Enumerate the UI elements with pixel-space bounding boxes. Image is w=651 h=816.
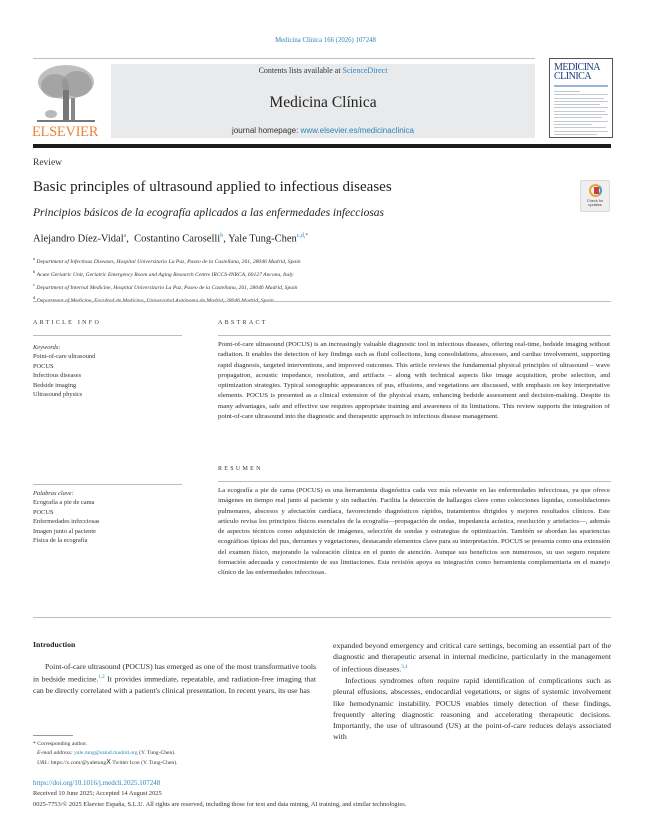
check-updates-label: Check for updates <box>586 199 604 208</box>
affiliation-marker: c <box>33 282 35 288</box>
body-column-right <box>333 640 611 742</box>
author-name[interactable]: Alejandro Díez-Vidal <box>33 233 124 245</box>
cover-contents-lines <box>554 91 608 137</box>
introduction-paragraph: Infectious syndromes often require rapid identification of complications such as pleural effusions, abscesses, endocardial vegetations, or signs of systemic involvement like hemodynamic instability. POCUS enables timely detection of these findings, frequently altering diagnostic reasoning and accelerating therapeutic decisions. Importantly, the use of ultrasound (US) at the point-of-care reduces delays associated with <box>333 676 611 742</box>
article-type: Review <box>33 158 63 168</box>
section-divider <box>33 617 611 618</box>
affiliation-item <box>33 254 301 267</box>
affiliation-item <box>33 293 301 306</box>
url-text[interactable]: https://x.com/@yaletung <box>49 760 107 767</box>
author-name[interactable]: Yale Tung-Chen <box>228 233 297 245</box>
keywords-list <box>33 343 95 399</box>
journal-reference[interactable]: Medicina Clínica 166 (2026) 107248 <box>275 37 376 44</box>
body-column-left <box>33 640 316 696</box>
paragraph-text: It provides immediate, repeatable, and radiation-free imaging that can be directly correlated with a patient's clinical presentation. In recent years, its use has <box>33 674 316 695</box>
affiliation-item <box>33 267 301 280</box>
palabras-clave-heading: Palabras clave: <box>33 490 74 497</box>
doi-link[interactable]: https://doi.org/10.1016/j.medcli.2025.107248 <box>33 779 161 787</box>
introduction-paragraph-continued <box>333 640 611 675</box>
footnote-rule <box>33 735 73 736</box>
keyword-item: Bedside imaging <box>33 381 77 389</box>
cover-title-line2: CLINICA <box>554 71 592 82</box>
resumen-text: La ecografía a pie de cama (POCUS) es una herramienta diagnóstica cada vez más relevante en las enfermedades infecciosas, ya que ofrece imágenes en tiempo real junto al paciente y sin radiación. Facilita la detección de hallazgos clave como colecciones líquidas, consolidaciones pulmonares, abscesos y afectación cardíaca, favoreciendo diagnósticos rápidos, tratamientos dirigidos y mejores resultados clínicos. Este artículo revisa los principios físicos esenciales de la ecografía—propagación de ondas, impedancia acústica, resolución y artefactos—, además de aspectos técnicos como adquisición de imágenes, selección de sondas y estrategias de optimización. También se abordan las apariencias ecográficas típicas del pus, derrames y vegetaciones, destacando elementos clave para su interpretación. POCUS se presenta como una extensión del examen físico, mejorando la valoración clínica en el punto de atención. Aunque sus beneficios son numerosos, su uso seguro requiere formación adecuada y conocimiento de sus limitaciones. Esta revisión apoya su integración como herramienta complementaria en el manejo clínico de las enfermedades infecciosas. <box>218 487 610 577</box>
affiliation-marker: b <box>33 269 36 275</box>
affiliation-marker: d <box>33 295 36 301</box>
cover-band <box>554 85 608 87</box>
keywords-heading: Keywords: <box>33 344 61 351</box>
received-dates: Received 10 June 2025; Accepted 14 August 2025 <box>33 790 162 797</box>
citation-link[interactable]: 1,2 <box>98 675 105 681</box>
homepage-link[interactable]: www.elsevier.es/medicinaclinica <box>300 126 414 135</box>
affiliation-text: Acute Geriatric Unit, Geriatric Emergency Room and Aging Research Centre IRCCS-INRCA, 60127 Ancona, Italy <box>36 271 294 278</box>
paragraph-text: expanded beyond emergency and critical care settings, becoming an essential part of the diagnostic and therapeutic arsenal in internal medicine, particularly in the management of infectious diseases. <box>333 641 611 674</box>
journal-homepage <box>111 126 535 135</box>
author-affiliation-marker[interactable]: a <box>123 233 127 239</box>
author-affiliation-marker[interactable]: c,d,* <box>296 233 309 239</box>
palabras-rule <box>33 484 182 485</box>
journal-cover-thumbnail[interactable] <box>549 58 613 138</box>
email-note <box>33 749 178 758</box>
keyword-item: Imagen junto al paciente <box>33 527 96 535</box>
check-for-updates-button[interactable] <box>580 180 610 212</box>
article-title-english: Basic principles of ultrasound applied to infectious diseases <box>33 179 392 195</box>
section-divider <box>33 301 611 302</box>
keyword-item: Física de la ecografía <box>33 537 88 545</box>
article-info-rule <box>33 335 182 336</box>
elsevier-wordmark[interactable]: ELSEVIER <box>32 124 99 140</box>
keyword-item: Infectious diseases <box>33 372 82 380</box>
affiliation-marker: a <box>33 256 35 261</box>
copyright-notice: 0025-7753/© 2025 Elsevier España, S.L.U. All rights are reserved, including those for text and data mining, AI training, and similar technologies. <box>33 801 407 808</box>
abstract-text: Point-of-care ultrasound (POCUS) is an increasingly valuable diagnostic tool in infectious diseases, offering real-time, bedside imaging without radiation. It enables the detection of key findings such as fluid collections, lung consolidations, abscesses, and cardiac involvement, supporting rapid diagnosis, targeted interventions, and improved outcomes. This article reviews the fundamental physical principles of ultrasound – wave propagation, acoustic impedance, resolution, and artifacts – along with technical aspects like image acquisition, probe selection, and optimization strategies. Typical sonographic appearances of pus, effusions, and vegetations are discussed, with emphasis on key interpretative elements. POCUS is presented as a clinical extension of the physical exam, enhancing bedside assessment and decision-making. Despite its many advantages, safe and effective use requires appropriate training and awareness of its limitations. This review supports the integration of point-of-care ultrasound into the diagnostic and therapeutic approach to infectious disease management. <box>218 341 610 421</box>
contents-availability <box>111 66 535 75</box>
header-thick-rule <box>33 144 611 148</box>
keyword-item: POCUS <box>33 508 54 516</box>
article-title-spanish: Principios básicos de la ecografía aplicados a las enfermedades infecciosas <box>33 207 385 219</box>
keyword-item: Ultrasound physics <box>33 391 83 399</box>
affiliation-text: Department of Internal Medicine, Hospital Universitario La Paz, Paseo de la Castellana, 261, 28046 Madrid, Spain <box>36 284 298 291</box>
introduction-heading: Introduction <box>33 640 76 649</box>
author-affiliation-marker[interactable]: b <box>220 233 224 239</box>
keyword-item: Point-of-care ultrasound <box>33 353 96 361</box>
introduction-paragraph <box>33 661 316 696</box>
journal-title: Medicina Clínica <box>269 94 377 111</box>
cover-title <box>554 63 600 81</box>
url-suffix: Twitter Icon (Y. Tung-Chen). <box>110 760 178 767</box>
sciencedirect-link[interactable]: ScienceDirect <box>342 66 388 75</box>
email-label: E-mail address: <box>37 750 73 757</box>
keyword-item: POCUS <box>33 362 54 370</box>
resumen-label: RESUMEN <box>218 466 263 472</box>
keyword-item: Enfermedades infecciosas <box>33 518 100 526</box>
url-note <box>33 758 178 768</box>
affiliation-text: Department of Infectious Diseases, Hospital Universitario La Paz, Paseo de la Castellana, 261, 28046 Madrid, Spain <box>36 258 301 265</box>
email-link[interactable]: yale.tung@salud.madrid.org <box>74 750 138 757</box>
cover-title-line1: MEDICINA <box>554 62 600 73</box>
corresponding-author-note: * Corresponding author. <box>33 741 88 747</box>
article-info-label: ARTICLE INFO <box>33 320 102 326</box>
author-list: Alejandro Díez-Vidal$^a$, Costantino Caroselli$^b$, Yale Tung-Chen$^{c,d,*}$ <box>33 233 309 245</box>
header-top-rule <box>33 58 535 59</box>
email-suffix: (Y. Tung-Chen). <box>137 750 176 757</box>
bookmark-icon <box>594 187 599 194</box>
homepage-prefix: journal homepage: <box>232 126 301 135</box>
citation-link[interactable]: 3,4 <box>401 665 408 671</box>
paragraph-text: Point-of-care ultrasound (POCUS) has emerged as one of the most transformative tools in bedside medicine. <box>33 662 316 684</box>
resumen-rule <box>218 481 611 482</box>
journal-header-band <box>111 64 535 138</box>
abstract-rule <box>218 335 611 336</box>
keyword-item: Ecografía a pie de cama <box>33 499 95 507</box>
affiliation-item <box>33 280 301 293</box>
abstract-label: ABSTRACT <box>218 320 268 326</box>
contents-prefix: Contents lists available at <box>258 66 343 75</box>
footnotes <box>33 740 178 769</box>
x-twitter-icon: X <box>106 758 111 767</box>
palabras-clave-list <box>33 489 100 545</box>
author-name[interactable]: Costantino Caroselli <box>134 233 221 245</box>
affiliations <box>33 254 301 306</box>
url-label: URL: <box>37 760 50 767</box>
